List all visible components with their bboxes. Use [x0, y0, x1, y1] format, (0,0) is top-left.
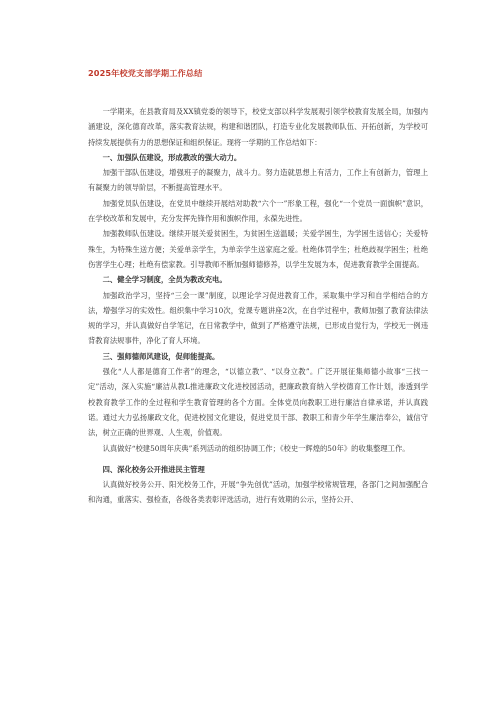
section-1-paragraph-2: 加强党员队伍建设，在党员中继续开展结对助教“六个一”形象工程，强化“一个党员一面旗帜”意识，在学校改革和发展中，充分发挥先锋作用和旗帜作用，永葆先进性。	[88, 198, 428, 224]
section-2-paragraph-1: 加强政治学习，坚持“三会一课”制度，以理论学习促进教育工作，采取集中学习和自学相结合的方法，增强学习的实效性。组织集中学习10次，党课专题讲座2次，在自学过程中，教师加强了教育法律法规的学习，并认真做好自学笔记，在日常教学中，做到了严格遵守法规，已形成自觉行为，学校无一例违背教育法规事件，净化了育人环境。	[88, 290, 428, 346]
intro-paragraph: 一学期来，在县教育局及XX镇党委的领导下，校党支部以科学发展观引领学校教育发展全局，加强内涵建设，深化德育改革，落实教育法规，构建和谐团队，打造专业化发展教师队伍、开拓创新，为学校可持续发展提供有力的思想保证和组织保证。现将一学期的工作总结如下：	[88, 107, 428, 147]
section-heading-4: 四、深化校务公开推进民主管理	[102, 464, 205, 474]
section-heading-2: 二、健全学习制度，全员为教改充电。	[102, 275, 227, 285]
section-3-paragraph-2: 认真做好“校建50周年庆典”系列活动的组织协调工作；《校史一辉煌的50年》的收集整理工作。	[102, 443, 410, 453]
document-title: 2025年校党支部学期工作总结	[88, 68, 203, 78]
section-4-paragraph-1: 认真做好校务公开、阳光校务工作，开展“争先创优”活动，加强学校常规管理，各部门之间加强配合和沟通，重落实、强检查，各级各类表彰评选活动，进行有效期的公示，坚持公开、	[88, 480, 428, 505]
section-heading-3: 三、强师德师风建设，促师能提高。	[102, 351, 220, 361]
section-3-paragraph-1: 强化“人人都是德育工作者”的理念，“以德立教”、“以身立教”。广泛开展征集师德小故事“三找一定”活动，深入实施“廉洁从教L推进廉政文化进校园活动，把廉政教育纳入学校德育工作计划，渗透到学校教育教学工作的全过程和学生教育管理的各个方面。全体党员向教职工进行廉洁自律承诺，并认真践诺。通过大力弘扬廉政文化，促进校园文化建设，促进党员干部、教职工和青少年学生廉洁奉公，诚信守法，树立正确的世界观、人生观，价值观。	[88, 367, 428, 438]
section-1-paragraph-3: 加强教师队伍建设。继续开展关爱贫困生，为贫困生送温暖；关爱学困生，为学困生送信心；关爱特殊生，为特殊生送方便；关爱单亲学生，为单亲学生送家庭之爱。杜绝体罚学生；杜绝歧视学困生；杜绝伤害学生心理；杜绝有偿家教。引导教师不断加强师德修养，以学生发展为本，促进教育教学全面提高。	[88, 229, 428, 269]
section-heading-1: 一、加强队伍建设，形成教改的强大动力。	[102, 152, 242, 162]
section-1-paragraph-1: 加强干部队伍建设，增强班子的凝聚力，战斗力。努力造就思想上有活力，工作上有创新力，管理上有凝聚力的领导阶层，不断提高管理水平。	[88, 168, 428, 193]
